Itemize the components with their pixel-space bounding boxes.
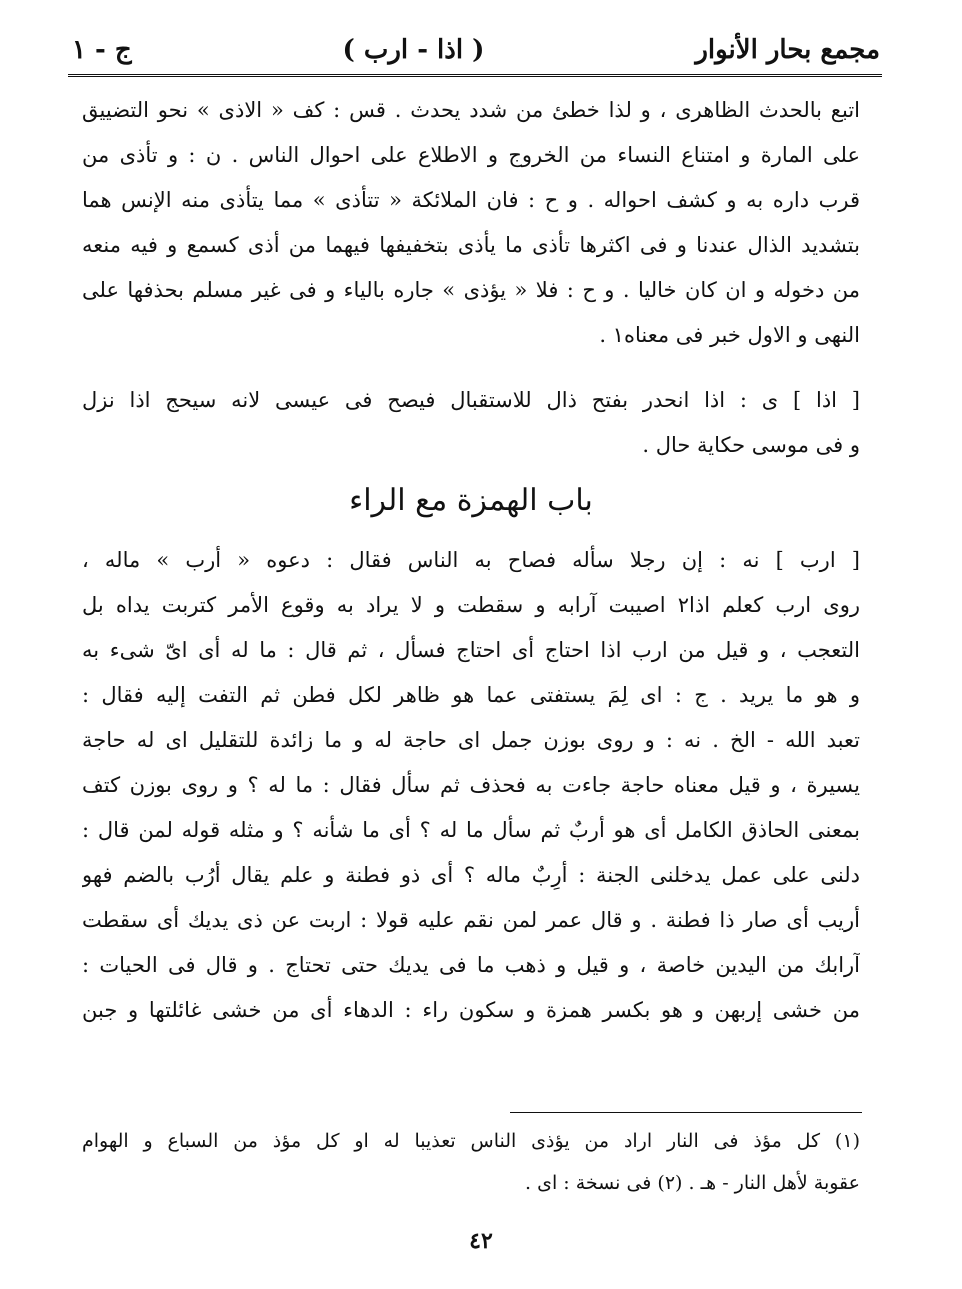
text-line: و هو ما يريد . ج : اى لِمَ يستفتى عما هو ظاهر لكل فطن ثم التفت إليه فقال :: [82, 683, 860, 707]
main-text: [82, 88, 860, 1033]
header-double-rule: [68, 74, 882, 77]
footnotes: [82, 1120, 860, 1204]
text-line: اتبع بالحدث الظاهرى ، و لذا خطئ من شدد يحدث . قس : كف « الاذى » نحو التضييق: [82, 98, 860, 122]
running-header: [72, 30, 880, 70]
paragraph-gap: [82, 358, 860, 378]
text-line: قرب داره به و كشف احواله . و ح : فان الملائكة « تتأذى » مما يتأذى منه الإنس هما: [82, 188, 860, 212]
chapter-title: باب الهمزة مع الراء: [349, 483, 593, 518]
text-line: التعجب ، و قيل من ارب اذا احتاج أى احتاج فسأل ، ثم قال : ما له أى اىّ شىء به: [82, 638, 860, 662]
text-line: [ اذا ] ى : اذا انحدر بفتح ذال للاستقبال فيصح فى عيسى لانه سيحج اذا نزل: [82, 388, 860, 412]
page-number: ٤٢: [469, 1228, 493, 1254]
text-line: من خشى إربهن و هو بكسر همزة و سكون راء : الدهاء أى من خشى غائلتها و جبن: [82, 998, 860, 1022]
text-line: أريب أى صار ذا فطنة . و قال عمر لمن نقم عليه قولا : اربت عن ذى يديك أى سقطت: [82, 908, 860, 932]
header-section: ( اذا - ارب ): [342, 35, 485, 65]
text-line: [ ارب ] نه : إن رجلا سأله فصاح به الناس فقال : دعوه « أرب » ماله ،: [82, 548, 860, 572]
text-line: دلنى على عمل يدخلنى الجنة : أرِبٌ ماله ؟ أى ذو فطنة و علم يقال أرُب بالضم فهو: [82, 863, 860, 887]
footnote-line: عقوبة لأهل النار - هـ . (٢) فى نسخة : اى .: [525, 1172, 860, 1194]
header-volume: ج - ١: [72, 35, 132, 65]
text-line: و فى موسى حكاية حال .: [642, 433, 860, 457]
text-line: تعبد الله - الخ . نه : و روى بوزن جمل اى حاجة له و ما زائدة للتقليل اى له حاجة: [82, 728, 860, 752]
header-book-title: مجمع بحار الأنوار: [695, 35, 880, 65]
text-line: النهى و الاول خبر فى معناه١ .: [599, 323, 860, 347]
text-line: آرابك من اليدين خاصة ، و قيل و ذهب ما فى يديك حتى تحتاج . و قال فى الحيات :: [82, 953, 860, 977]
text-line: من دخوله و ان كان خاليا . و ح : فلا « يؤذى » جاره بالياء و فى غير مسلم بحذفها على: [82, 278, 860, 302]
text-line: يسيرة ، و قيل معناه حاجة جاءت به فحذف ثم سأل فقال : ما له ؟ و روى بوزن كتف: [82, 773, 860, 797]
text-line: روى ارب كعلم اذا٢ اصيبت آرابه و سقطت و لا يراد به وقوع الأمر كتربت يداه بل: [82, 593, 860, 617]
text-line: على المارة و امتناع النساء من الخروج و الاطلاع على احوال الناس . ن : و تأذى من: [82, 143, 860, 167]
text-line: بتشديد الذال عندنا و فى اكثرها تأذى ما يأذى بتخفيفها فيهما من أذى كسمع و فيه منعه: [82, 233, 860, 257]
footnote-line: (١) كل مؤذ فى النار اراد من يؤذى الناس تعذيبا له او كل مؤذ من السباع و الهوام: [82, 1130, 860, 1152]
footnote-separator: [510, 1112, 862, 1113]
text-line: بمعنى الحاذق الكامل أى هو أربٌ ثم سأل ما له ؟ أى ما شأنه ؟ و مثله قوله لمن قال :: [82, 818, 860, 842]
